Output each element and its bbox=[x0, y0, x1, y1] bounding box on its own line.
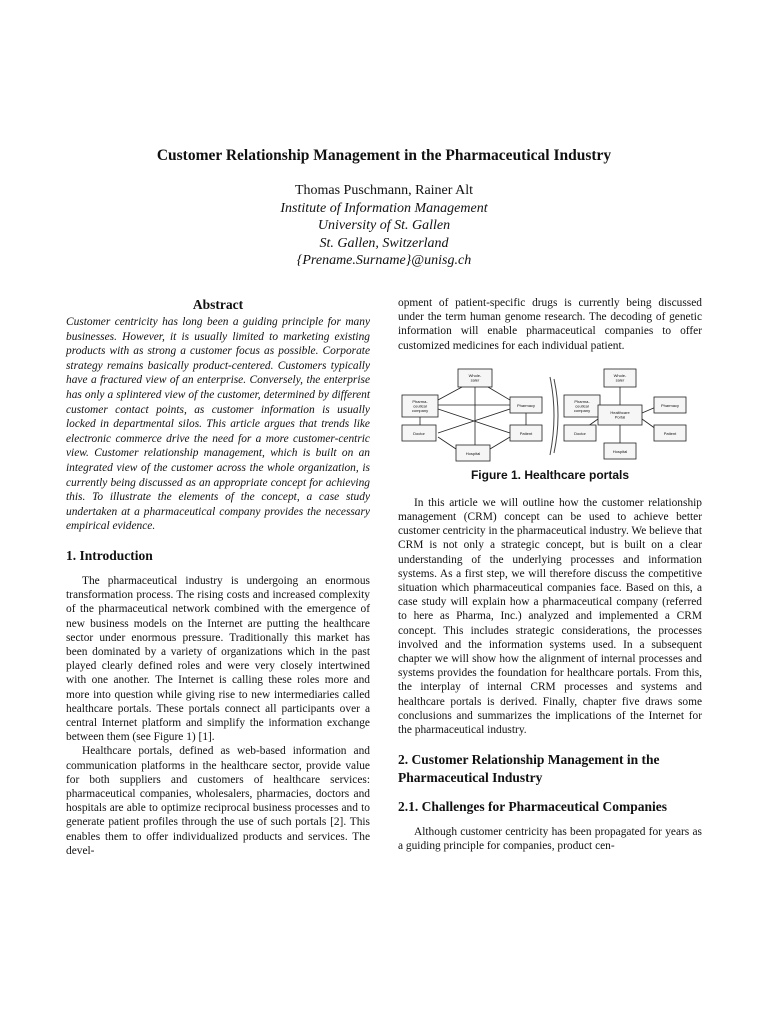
right-column bbox=[398, 296, 702, 854]
label-hospital: Hospital bbox=[465, 450, 481, 456]
label-wholesaler-r: Whole-saler bbox=[613, 372, 627, 383]
label-doctor: Doctor bbox=[413, 430, 425, 436]
label-doctor-r: Doctor bbox=[574, 430, 586, 436]
label-pharmacy-r: Pharmacy bbox=[660, 402, 680, 408]
affiliation-institute: Institute of Information Management bbox=[280, 200, 488, 216]
label-patient-r: Patient bbox=[663, 430, 677, 436]
transition-arrow bbox=[550, 377, 554, 455]
abstract-text: Customer centricity has long been a guiding principle for many businesses. However, it is usually limited to marketing existing products with as strong a customer focus as possible. Corporate strategy remains basically product-centered. Customers typically have a fractured view of an enterprise. Conversely, the enterprise has only a splintered view of the customer, determined by different customer contact points, as customer information is usually locked in departmental silos. This article argues that trends like electronic commerce drive the need for a more customer-centric view. Customer relationship management, which is built on an integrated view of the customer across the whole organization, is currently being discussed as an appropriate concept for achieving this. To illustrate the elements of the concept, a case study undertaken at a pharmaceutical company provides the necessary empirical evidence. bbox=[66, 316, 370, 533]
edge bbox=[438, 387, 462, 400]
label-pharma-r: Pharma-ceutical company bbox=[573, 398, 591, 414]
section-2-1-heading: 2.1. Challenges for Pharmaceutical Companies bbox=[398, 799, 667, 815]
edge bbox=[438, 437, 456, 449]
edge bbox=[490, 437, 510, 449]
intro-paragraph-1: The pharmaceutical industry is undergoing an enormous transformation process. The rising costs and increased complexity of the pharmaceutical network combined with the emergence of new business models on the Internet are putting the healthcare sector under enormous pressure. Traditionally this market has been dominated by a variety of organizations which in the past played clearly defined roles and were very closely intertwined with one another. The Internet is calling these roles more and more into question while giving rise to new intermediaries called healthcare portals. These portals connect all participants over a central Internet platform and simplify the information exchange between them (see Figure 1) [1]. bbox=[66, 574, 370, 744]
figure-1 bbox=[398, 367, 702, 482]
section-2-heading: 2. Customer Relationship Management in the Pharmaceutical Industry bbox=[398, 752, 660, 786]
label-wholesaler-1: Whole-saler bbox=[468, 372, 482, 383]
article-outline-paragraph: In this article we will outline how the customer relationship management (CRM) concept can be used to achieve better customer centricity in the pharmaceutical industry. We believe that CRM is not only a strategic concept, but is built on a clear understanding of the underlying processes and information systems. As a first step, we will therefore discuss the competitive situation which pharmaceutical companies face. Based on this, a case study will explain how a pharmaceutical company (referred to here as Pharma, Inc.) analyzed and implemented a CRM concept. This includes strategic considerations, the processes involved and the information systems used. In a subsequent chapter we will show how the alignment of internal processes and systems provides the foundation for healthcare portals. From this, the interplay of internal CRM processes and systems and healthcare portals is derived. Finally, chapter five draws some conclusions and summarizes the implications of the Internet for the pharmaceutical industry. bbox=[398, 496, 702, 737]
label-pharmacy: Pharmacy bbox=[516, 402, 536, 408]
label-patient: Patient bbox=[519, 430, 533, 436]
transition-arrow-2 bbox=[554, 379, 558, 453]
section-1-heading: 1. Introduction bbox=[66, 547, 153, 563]
abstract-heading: Abstract bbox=[192, 297, 244, 312]
intro-paragraph-2: Healthcare portals, defined as web-based information and communication platforms in the healthcare sector, provide value for both suppliers and customers of healthcare services: pharmaceutical companies, wholesalers, pharmacies, doctors and hospitals are able to optimize reciprocal business processes and to generate patient profiles through the use of such portals [2]. This enables them to offer individualized products and services. The devel- bbox=[66, 745, 370, 857]
author-names: Thomas Puschmann, Rainer Alt bbox=[294, 183, 474, 198]
left-column bbox=[66, 297, 370, 858]
healthcare-portals-figure bbox=[398, 367, 702, 463]
paper-title: Customer Relationship Management in the Pharmaceutical Industry bbox=[156, 147, 612, 164]
author-block bbox=[0, 182, 768, 270]
label-portal: Healthcare Portal bbox=[610, 409, 630, 420]
label-hospital-r: Hospital bbox=[612, 448, 628, 454]
affiliation-university: University of St. Gallen bbox=[317, 218, 451, 233]
author-email: {Prename.Surname}@unisg.ch bbox=[296, 253, 472, 268]
edge bbox=[488, 387, 510, 400]
label-pharma: Pharma-ceutical company bbox=[411, 398, 429, 414]
figure-1-caption: Figure 1. Healthcare portals bbox=[470, 467, 630, 482]
section-2-1-paragraph: Although customer centricity has been propagated for years as a guiding principle for companies, product cen- bbox=[398, 826, 702, 853]
intro-paragraph-continued: opment of patient-specific drugs is currently being discussed under the term human genome research. The decoding of genetic information will enable pharmaceutical companies to offer customized medicines for each individual patient. bbox=[398, 297, 702, 352]
affiliation-location: St. Gallen, Switzerland bbox=[319, 235, 449, 251]
